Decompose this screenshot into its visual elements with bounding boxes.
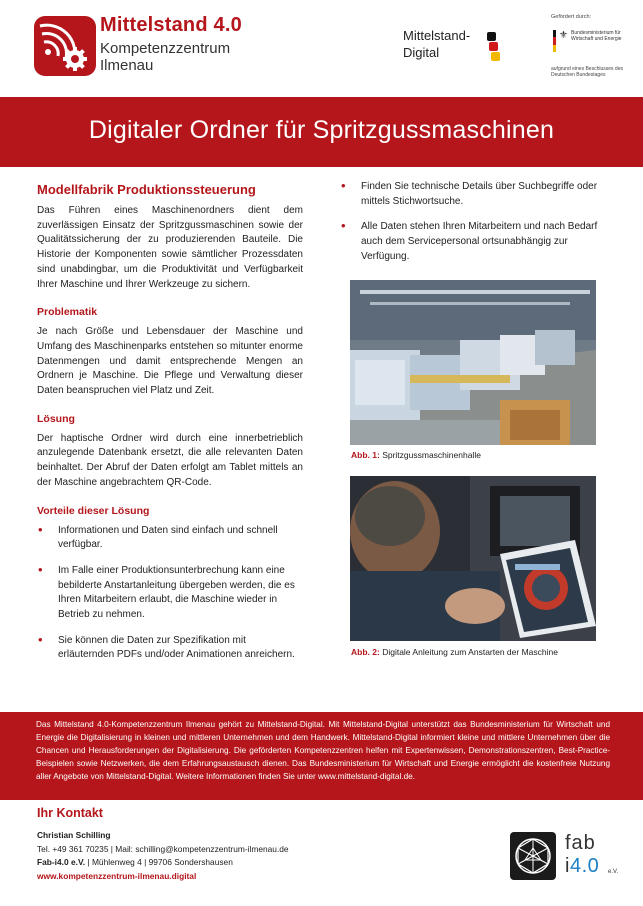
fab-logo-number: 4.0 xyxy=(569,855,600,877)
bmwi-name: Bundesministerium für Wirtschaft und Energie xyxy=(571,30,622,42)
title-banner xyxy=(0,97,643,167)
md-logo-line2: Digital xyxy=(403,45,440,60)
features-list xyxy=(340,180,606,265)
left-column xyxy=(37,182,303,674)
section-heading: Modellfabrik Produktionssteuerung xyxy=(37,182,256,197)
list-item: • Sie können die Daten zur Spezifikation mit erläuternden PDFs und/oder Animationen anreichern. xyxy=(37,634,303,663)
logo-subtitle-1: Kompetenzzentrum xyxy=(100,40,231,57)
logo-title: Mittelstand 4.0 xyxy=(100,14,242,36)
contact-phone-mail: Tel. +49 361 70235 | Mail: schilling@kompetenzzentrum-ilmenau.de xyxy=(37,843,289,854)
logo-subtitle-2: Ilmenau xyxy=(100,57,154,74)
md-square-black xyxy=(487,32,496,41)
contact-address-line xyxy=(37,856,289,870)
mittelstand-digital-logo xyxy=(403,28,503,64)
caption-text: Digitale Anleitung zum Anstarten der Maschine xyxy=(382,647,558,657)
fab-logo-line2 xyxy=(565,855,599,878)
contact-url[interactable]: www.kompetenzzentrum-ilmenau.digital xyxy=(37,870,197,881)
caption-label: Abb. 1: xyxy=(351,450,380,460)
bmwi-logo xyxy=(551,14,631,84)
contact-block xyxy=(37,829,289,883)
md-square-gold xyxy=(491,52,500,61)
problem-heading: Problematik xyxy=(37,306,98,319)
md-logo-line1: Mittelstand- xyxy=(403,28,471,43)
fab-logo-line1: fab xyxy=(565,832,596,854)
list-item: • Alle Daten stehen Ihren Mitarbeitern und nach Bedarf auch dem Servicepersonal ortsunabhängig zur Verfügung. xyxy=(340,220,606,264)
page-title: Digitaler Ordner für Spritzgussmaschinen xyxy=(88,116,555,144)
contact-org: Fab-i4.0 e.V. xyxy=(37,857,86,868)
list-item: • Im Falle einer Produktionsunterbrechung kann eine bebilderte Anstartanleitung übergeben werden, die es Ihren Mitarbeitern erlaubt, die Maschine wieder in Betrieb zu nehmen. xyxy=(37,564,303,623)
eagle-icon: ⚜ xyxy=(559,30,568,41)
contact-address: | Mühlenweg 4 | 99706 Sondershausen xyxy=(85,857,233,868)
solution-paragraph: Der haptische Ordner wird durch eine innerbetrieblich anzulegende Datenbank ersetzt, die alle relevanten Daten beinhaltet. Der Abruf der Daten erfolgt am Tablet mittels an der Maschine angebrachtem QR-Code. xyxy=(37,432,303,488)
caption-label: Abb. 2: xyxy=(351,647,380,657)
problem-paragraph: Je nach Größe und Lebensdauer der Maschine und Umfang des Maschinenparks entstehen so mitunter enorme Datenmengen und damit entsprechende Mengen an Ordnern je Maschine. Die Pflege und Verwaltung dieser Daten beanspruchen viel Platz und Zeit. xyxy=(37,326,303,397)
bmwi-funded-by: Gefördert durch: xyxy=(551,14,592,20)
contact-name: Christian Schilling xyxy=(37,830,111,840)
figure-caption-1 xyxy=(351,450,481,460)
right-column xyxy=(340,180,606,276)
solution-heading: Lösung xyxy=(37,412,75,425)
fab-logo-ev: e.V. xyxy=(608,869,619,875)
bmwi-resolution: aufgrund eines Beschlusses des Deutschen Bundestages xyxy=(551,66,623,78)
geodesic-sphere-icon xyxy=(510,832,556,880)
info-text: Das Mittelstand 4.0-Kompetenzzentrum Ilmenau gehört zu Mittelstand-Digital. Mit Mittelstand-Digital unterstützt das Bundesministerium für Wirtschaft und Energie die Digitalisierung in kleinen und mittleren Unternehmen und dem Handwerk. Mittelstand-Digital informiert kleine und mittlere Unternehmen über die Chancen und Herausforderungen der Digitalisierung. Die geförderten Kompetenzzentren helfen mit Expertenwissen, Demonstrationszentren, Best-Practice-Beispielen sowie Netzwerken, die dem Erfahrungsaustausch dienen. Das Bundesministerium für Wirtschaft und Energie ermöglicht die kostenfreie Nutzung aller Angebote von Mittelstand-Digital. Weitere Informationen finden Sie unter www.mittelstand-digital.de. xyxy=(36,720,610,781)
benefits-heading: Vorteile dieser Lösung xyxy=(37,504,150,517)
figure-caption-2 xyxy=(351,647,558,657)
german-flag-icon xyxy=(553,30,556,52)
md-square-red xyxy=(489,42,498,51)
info-block xyxy=(0,712,643,800)
factory-hall-photo xyxy=(350,280,596,445)
list-item: • Finden Sie technische Details über Suchbegriffe oder mittels Stichwortsuche. xyxy=(340,180,606,209)
contact-heading: Ihr Kontakt xyxy=(37,806,103,820)
caption-text: Spritzgussmaschinenhalle xyxy=(382,450,481,460)
fab-i40-logo xyxy=(510,832,620,882)
list-item: • Informationen und Daten sind einfach und schnell verfügbar. xyxy=(37,524,303,553)
tablet-photo xyxy=(350,476,596,641)
page-header xyxy=(0,0,643,96)
intro-paragraph: Das Führen eines Maschinenordners dient dem zuverlässigen Einsatz der Spritzgussmaschinen sowie der Qualitätssicherung der zu produzierenden Bauteile. Die Historie der Komponenten sowie sämtlicher Prozessdaten sind unabdingbar, um die Produktivität und Verfügbarkeit Ihrer Maschine und Ihrer Werkzeuge zu sichern. xyxy=(37,205,303,290)
benefits-list xyxy=(37,524,303,664)
mittelstand-kompetenzzentrum-logo-icon xyxy=(34,16,96,76)
fab-logo-i: i xyxy=(565,855,570,877)
